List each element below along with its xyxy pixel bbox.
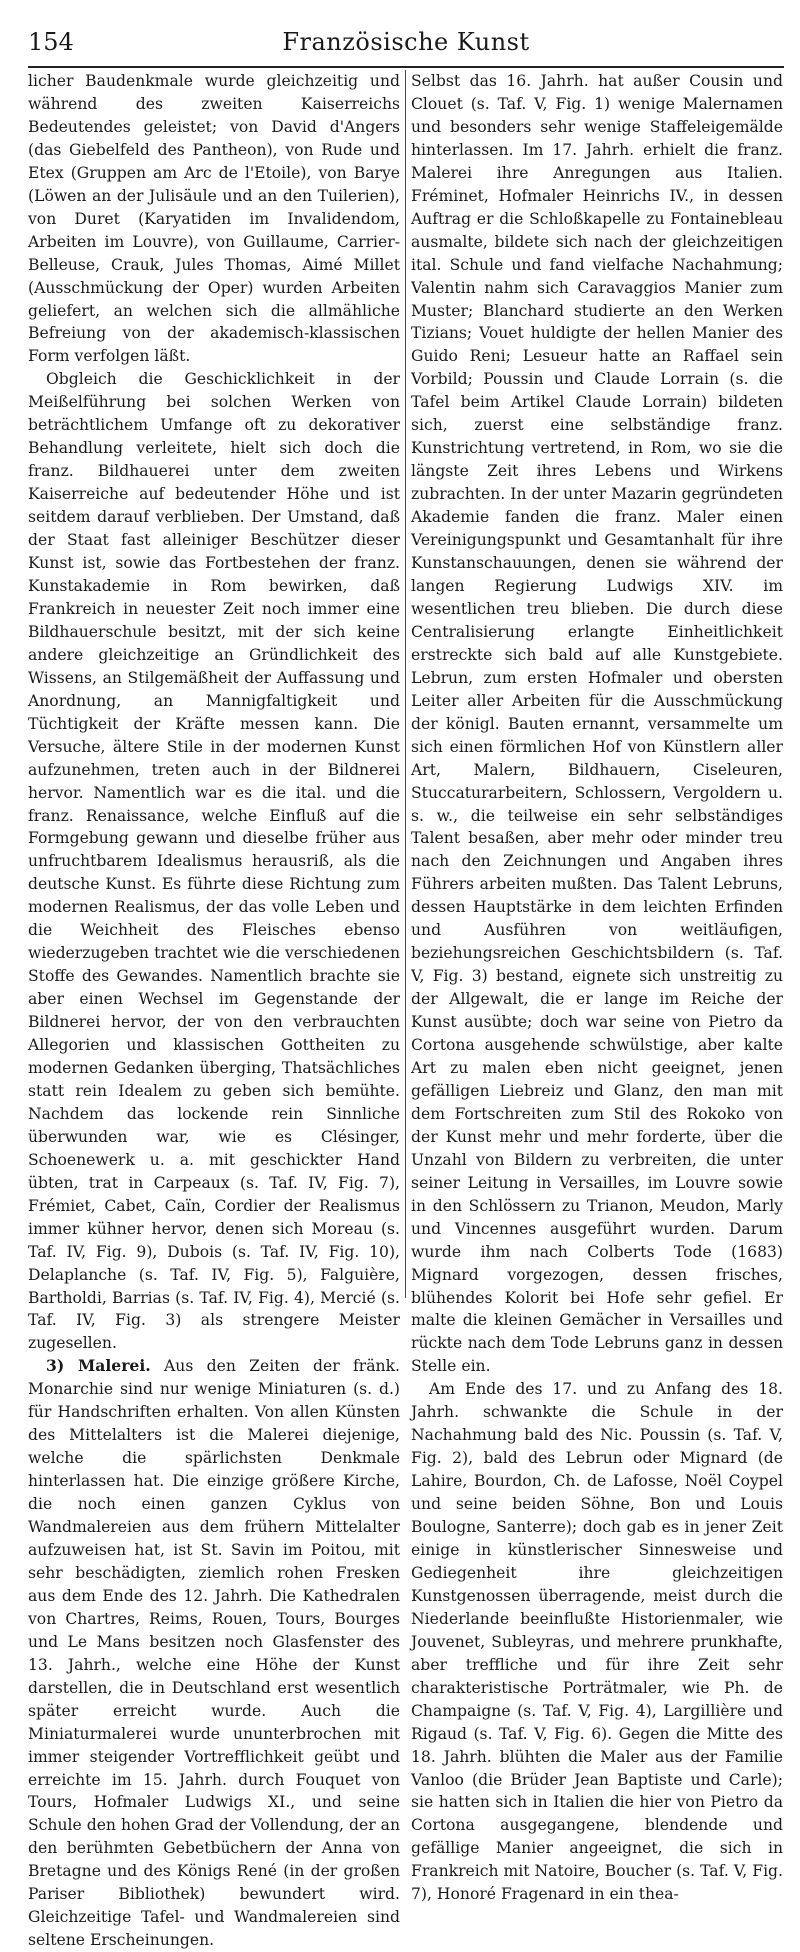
- paragraph-sculpture-continued: licher Baudenkmale wurde gleichzeitig und während des zweiten Kaiserreichs Bedeutendes geleistet; von David d'Angers (das Giebelfeld des Pantheon), von Rude und Etex (Gruppen am Arc de l'Etoile), von Barye (Löwen an der Julisäule und an den Tuilerien), von Duret (Karyatiden im Invalidendom, Arbeiten im Louvre), von Guillaume, Carrier-Belleuse, Crauk, Jules Thomas, Aimé Millet (Ausschmückung der Oper) wurden Arbeiten geliefert, an welchen sich die allmähliche Befreiung von der akademisch-klassischen Form verfolgen läßt.: [28, 72, 400, 366]
- page-number: 154: [28, 28, 74, 56]
- paragraph-sculpture-modern: Obgleich die Geschicklichkeit in der Meißelführung bei solchen Werken von beträchtlichem Umfange oft zu dekorativer Behandlung verleitete, hielt sich doch die franz. Bildhauerei unter dem zweiten Kaiserreiche auf bedeutender Höhe und ist seitdem darauf verblieben. Der Umstand, daß der Staat fast alleiniger Beschützer dieser Kunst ist, sowie das Fortbestehen der franz. Kunstakademie in Rom bewirken, daß Frankreich in neuester Zeit noch immer eine Bildhauerschule besitzt, mit der sich keine andere gleichzeitige an Gründlichkeit des Wissens, an Stilgemäßheit der Auffassung und Anordnung, an Mannigfaltigkeit und Tüchtigkeit der Kräfte messen kann. Die Versuche, ältere Stile in der modernen Kunst aufzunehmen, treten auch in der Bildnerei hervor. Namentlich war es die ital. und die franz. Renaissance, welche Einfluß auf die Formgebung gewann und dieselbe früher aus unfruchtbarem Idealismus herausriß, als die deutsche Kunst. Es führte diese Richtung zum modernen Realismus, der das volle Leben und die Weichheit des Fleisches ebenso wiederzugeben trachtet wie die verschiedenen Stoffe des Gewandes. Namentlich brachte sie aber einen Wechsel im Gegenstande der Bildnerei hervor, der von den verbrauchten Allegorien und klassischen Gottheiten zu modernen Gedanken überging, Thatsächliches statt rein Idealem zu geben sich bemühte. Nachdem das lockende rein Sinnliche überwunden war, wie es Clésinger, Schoenewerk u. a. mit geschickter Hand übten, trat in Carpeaux (s. Taf. IV, Fig. 7), Frémiet, Cabet, Caïn, Cordier der Realismus immer kühner hervor, denen sich Moreau (s. Taf. IV, Fig. 9), Dubois (s. Taf. IV, Fig. 10), Delaplanche (s. Taf. IV, Fig. 5), Falguière, Bartholdi, Barrias (s. Taf. IV, Fig. 4), Mercié (s. Taf. IV, Fig. 3) als strengere Meister zugesellen.: [28, 370, 400, 1353]
- section-heading-malerei: 3) Malerei.: [46, 1356, 151, 1376]
- paragraph-painting-text: Aus den Zeiten der fränk. Monarchie sind nur wenige Miniaturen (s. d.) für Handschriften erhalten. Von allen Künsten des Mittelalters ist die Malerei diejenige, welche die spärlichsten Denkmale hinterlassen hat. Die einzige größere Kirche, die noch einen ganzen Cyklus von Wandmalereien aus dem frühern Mittelalter aufzuweisen hat, ist St. Savin im Poitou, mit sehr beschädigten, ziemlich rohen Fresken aus dem Ende des 12. Jahrh. Die Kathedralen von Chartres, Reims, Rouen, Tours, Bourges und Le Mans besitzen noch Glasfenster des 13. Jahrh., welche eine Höhe der Kunst darstellen, die in Deutschland erst wesentlich später erreicht wurde. Auch die Miniaturmalerei wurde ununterbrochen mit immer steigender Vortrefflichkeit geübt und erreichte im 15. Jahrh. durch Fouquet von Tours, Hofmaler Ludwigs XI., und seine Schule den hohen Grad der Vollendung, der an den berühmten Gebetbüchern der Anna von Bretagne und des Königs René (in der großen Pariser Bibliothek) bewundert wird. Gleichzeitige Tafel- und Wandmalereien sind seltene Erscheinungen.: [28, 1357, 400, 1950]
- left-column: [28, 70, 400, 1950]
- running-title: Französische Kunst: [282, 28, 530, 56]
- paragraph-painting-18th-century: Am Ende des 17. und zu Anfang des 18. Jahrh. schwankte die Schule in der Nachahmung bald des Nic. Poussin (s. Taf. V, Fig. 2), bald des Lebrun oder Mignard (de Lahire, Bourdon, Ch. de Lafosse, Noël Coypel und seine beiden Söhne, Bon und Louis Boulogne, Santerre); doch gab es in jener Zeit einige in künstlerischer Sinnesweise und Gediegenheit ihre gleichzeitigen Kunstgenossen überragende, meist durch die Niederlande beeinflußte Historienmaler, wie Jouvenet, Subleyras, und mehrere prunkhafte, aber treffliche und für ihre Zeit sehr charakteristische Porträtmaler, wie Ph. de Champaigne (s. Taf. V, Fig. 4), Largillière und Rigaud (s. Taf. V, Fig. 6). Gegen die Mitte des 18. Jahrh. blühten die Maler aus der Familie Vanloo (die Brüder Jean Baptiste und Carle); sie hatten sich in Italien die hier von Pietro da Cortona ausgegangene, blendende und gefällige Manier angeeignet, die sich in Frankreich mit Natoire, Boucher (s. Taf. V, Fig. 7), Honoré Fragenard in ein thea-: [411, 1380, 783, 1904]
- paragraph-painting: [28, 1355, 400, 1952]
- column-divider: [405, 70, 406, 1298]
- paragraph-painting-17th-century: Selbst das 16. Jahrh. hat außer Cousin und Clouet (s. Taf. V, Fig. 1) wenige Malernamen und besonders sehr wenige Staffeleigemälde hinterlassen. Im 17. Jahrh. erhielt die franz. Malerei ihre Anregungen aus Italien. Fréminet, Hofmaler Heinrichs IV., in dessen Auftrag er die Schloßkapelle zu Fontainebleau ausmalte, bildete sich nach der gleichzeitigen ital. Schule und fand vielfache Nachahmung; Valentin nahm sich Caravaggios Manier zum Muster; Blanchard studierte an den Werken Tizians; Vouet huldigte der hellen Manier des Guido Reni; Lesueur hatte an Raffael sein Vorbild; Poussin und Claude Lorrain (s. die Tafel beim Artikel Claude Lorrain) bildeten sich, zuerst eine selbständige franz. Kunstrichtung vertretend, in Rom, wo sie die längste Zeit ihres Lebens und Wirkens zubrachten. In der unter Mazarin gegründeten Akademie fanden die franz. Maler einen Vereinigungspunkt und Gesamtanhalt für ihre Kunstanschauungen, denen sie während der langen Regierung Ludwigs XIV. im wesentlichen treu blieben. Die durch diese Centralisierung erlangte Einheitlichkeit erstreckte sich bald auf alle Kunstgebiete. Lebrun, zum ersten Hofmaler und obersten Leiter aller Arbeiten für die Ausschmückung der königl. Bauten ernannt, versammelte um sich einen förmlichen Hof von Künstlern aller Art, Malern, Bildhauern, Ciseleuren, Stuccaturarbeitern, Schlossern, Vergoldern u. s. w., die teilweise ein sehr selbständiges Talent besaßen, aber mehr oder minder treu nach den Zeichnungen und Angaben ihres Führers arbeiten mußten. Das Talent Lebruns, dessen Hauptstärke in dem leichten Erfinden und Ausführen von weitläufigen, beziehungsreichen Geschichtsbildern (s. Taf. V, Fig. 3) bestand, eignete sich unstreitig zu der Allgewalt, die er lange im Reiche der Kunst ausübte; doch war seine von Pietro da Cortona ausgehende schwülstige, aber kalte Art zu malen eben nicht geeignet, jenen gefälligen Liebreiz und Glanz, den man mit dem Fortschreiten zum Stil des Rokoko von der Kunst mehr und mehr forderte, über die Unzahl von Bildern zu verbreiten, die unter seiner Leitung in Versailles, im Louvre sowie in den Schlössern zu Trianon, Meudon, Marly und Vincennes ausgeführt wurden. Darum wurde ihm nach Colberts Tode (1683) Mignard vorgezogen, dessen frisches, blühendes Kolorit bei Hofe sehr gefiel. Er malte die kleinen Gemächer in Versailles und rückte nach dem Tode Lebruns ganz in dessen Stelle ein.: [411, 72, 783, 1376]
- right-column: [411, 70, 783, 1904]
- header-rule: [28, 66, 784, 68]
- page-header: [28, 26, 784, 66]
